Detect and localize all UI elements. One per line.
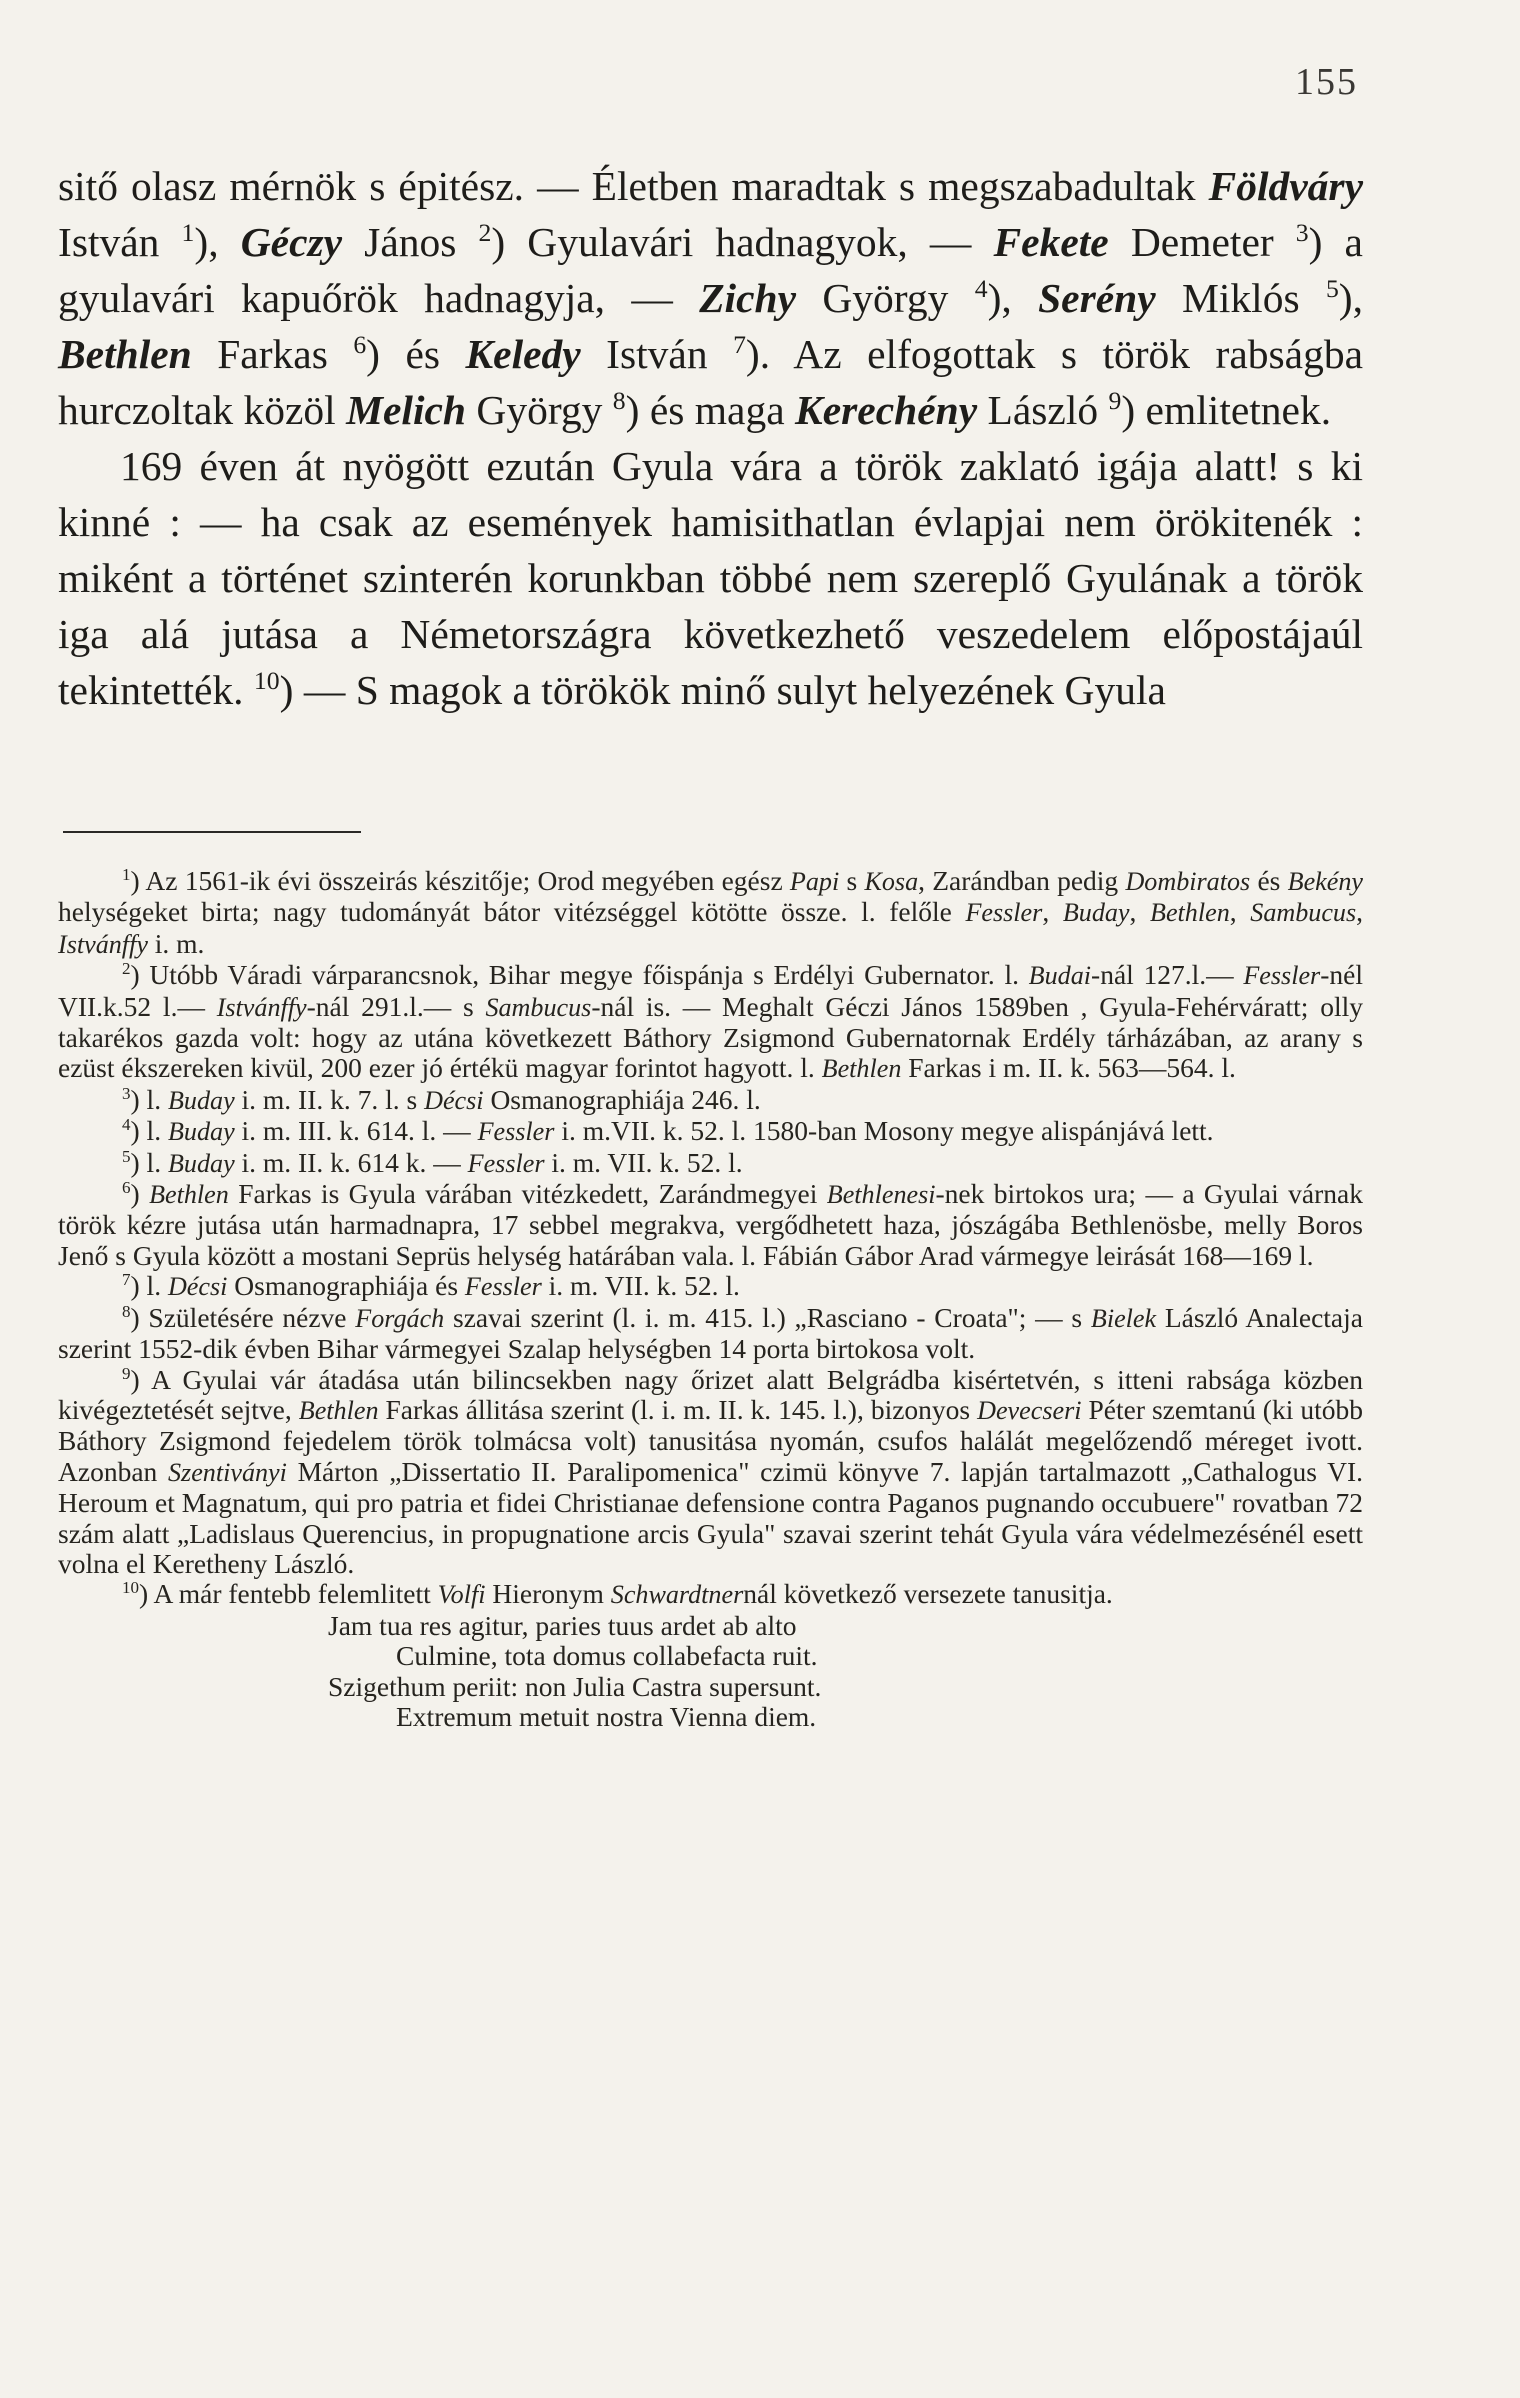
verse-line: Szigethum periit: non Julia Castra supersunt. [328,1670,822,1702]
footnotes [58,866,1363,1732]
footnote-3: $^3$) l. Buday i. m. II. k. 7. l. s Décsi Osmanographiája 246. l. [122,1083,761,1115]
main-paragraph-1: sitő olasz mérnök s épitész. — Életben maradtak s megszabadultak Földváry István $^1$), Géczy János $^2$) Gyulavári hadnagyok, — Fekete Demeter $^3$) a gyulavári kapuőrök hadnagyja, — Zichy György $^4$), Serény Miklós $^5$), Bethlen Farkas $^6$) és Keledy István $^7$). Az elfogottak s török rabságba hurczoltak közöl Melich György $^8$) és maga Kerechény László $^9$) emlitetnek. [58,163,1363,433]
footnote-4: $^4$) l. Buday i. m. III. k. 614. l. — Fessler i. m.VII. k. 52. l. 1580-ban Mosony megye alispánjává lett. [122,1115,1214,1147]
verse [58,1611,1363,1733]
footnote-5: $^5$) l. Buday i. m. II. k. 614 k. — Fessler i. m. VII. k. 52. l. [122,1146,743,1178]
verse-line: Jam tua res agitur, paries tuus ardet ab alto [328,1609,797,1641]
footnote-8: $^8$) Születésére nézve Forgách szavai szerint (l. i. m. 415. l.) „Rasciano - Croata"; — s Bielek László Analectaja szerint 1552-dik évben Bihar vármegyei Szalap helységben 14 porta birtokosa volt. [58,1301,1363,1365]
verse-line: Extremum metuit nostra Vienna diem. [396,1700,817,1732]
footnote-2: $^2$) Utóbb Váradi várparancsnok, Bihar megye főispánja s Erdélyi Gubernator. l. Budai-nál 127.l.— Fessler-nél VII.k.52 l.— Istvánffy-nál 291.l.— s Sambucus-nál is. — Meghalt Géczi János 1589ben , Gyula-Fehérváratt; olly takarékos gazda volt: hogy az utána következett Báthory Zsigmond Gubernatornak Erdély tárházában, az arany s ezüst ékszereken kivül, 200 ezer jó értékü magyar forintot hagyott. l. Bethlen Farkas i m. II. k. 563—564. l. [58,959,1363,1084]
main-paragraph-2: 169 éven át nyögött ezután Gyula vára a török zaklató igája alatt! s ki kinné : — ha csak az események hamisithatlan évlapjai nem örökitenék : miként a történet szinterén korunkban többé nem szereplő Gyulának a török iga alá jutása a Németországra következhető veszedelem előpostájaúl tekintették. $^{10}$) — S magok a törökök minő sulyt helyezének Gyula [58,443,1363,713]
footnote-divider [63,831,361,833]
footnote-6: $^6$) Bethlen Farkas is Gyula várában vitézkedett, Zarándmegyei Bethlenesi-nek birtokos ura; — a Gyulai várnak török kézre jutása után harmadnapra, 17 sebbel megrakva, vergődhetett haza, jószágába Bethlenösbe, melly Boros Jenő s Gyula között a mostani Seprüs helység határában vala. l. Fábián Gábor Arad vármegye leirását 168—169 l. [58,1177,1363,1271]
verse-line: Culmine, tota domus collabefacta ruit. [396,1640,818,1672]
footnote-10: $^{10}$) A már fentebb felemlitett Volfi Hieronym Schwardtnernál következő versezete tanusitja. [122,1578,1113,1610]
main-text [58,158,1363,718]
footnote-1: $^1$) Az 1561-ik évi összeirás készitője; Orod megyében egész Papi s Kosa, Zarándban pedig Dombiratos és Bekény helységeket birta; nagy tudományát bátor vitézséggel kötötte össze. l. felőle Fessler, Buday, Bethlen, Sambucus, Istvánffy i. m. [58,864,1364,959]
footnote-7: $^7$) l. Décsi Osmanographiája és Fessler i. m. VII. k. 52. l. [122,1270,740,1302]
page-number: 155 [1295,61,1358,103]
footnote-9: $^9$) A Gyulai vár átadása után bilincsekben nagy őrizet alatt Belgrádba kisértetvén, s itteni rabsága közben kivégeztetését sejtve, Bethlen Farkas állitása szerint (l. i. m. II. k. 145. l.), bizonyos Devecseri Péter szemtanú (ki utóbb Báthory Zsigmond fejedelem török tolmácsa volt) tanusitása nyomán, csufos halálát megelőzendő méreget ivott. Azonban Szentiványi Márton „Dissertatio II. Paralipomenica" czimü könyve 7. lapján tartalmazott „Cathalogus VI. Heroum et Magnatum, qui pro patria et fidei Christianae defensione contra Paganos pugnando occubuere" rovatban 72 szám alatt „Ladislaus Querencius, in propugnatione arcis Gyula" szavai szerint tehát Gyula vára védelmezésénél esett volna el Keretheny László. [58,1363,1363,1579]
